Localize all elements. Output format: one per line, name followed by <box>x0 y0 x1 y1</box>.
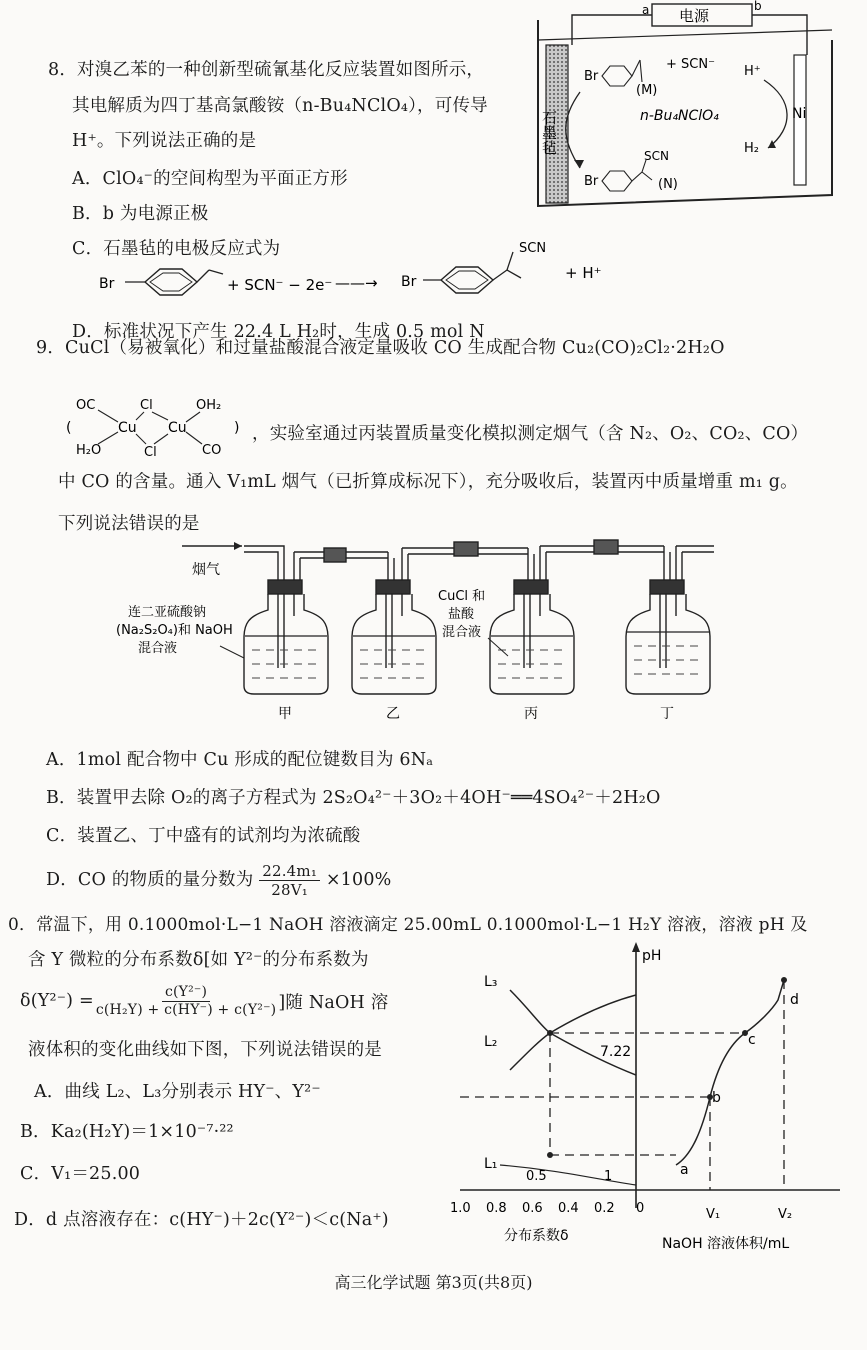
q9-option-d-prefix: D．CO 的物质的量分数为 <box>46 870 254 890</box>
h-plus-label: H⁺ <box>744 64 761 79</box>
reagent-bing-line1: CuCl 和 <box>438 589 486 604</box>
complex-cu1: Cu <box>118 420 137 436</box>
tick-1-0: 1.0 <box>450 1201 471 1216</box>
q10-option-d: D．d 点溶液存在：c(HY⁻)＋2c(Y²⁻)＜c(Na⁺) <box>14 1210 389 1230</box>
complex-co: CO <box>202 443 222 458</box>
complex-oc: OC <box>76 398 96 413</box>
q9-stem-line2: ，实验室通过丙装置质量变化模拟测定烟气（含 N₂、O₂、CO₂、CO） <box>252 424 809 444</box>
bottle-jia-label: 甲 <box>278 706 292 722</box>
q9-apparatus <box>108 528 728 728</box>
delta-fraction <box>96 984 277 1019</box>
q8-option-b: B．b 为电源正极 <box>72 204 209 224</box>
point-b: b <box>712 1090 721 1106</box>
q10-stem-line1: 0．常温下，用 0.1000mol·L−1 NaOH 溶液滴定 25.00mL 0.1000mol·L−1 H₂Y 溶液，溶液 pH 及 <box>8 915 808 935</box>
q8-stem-line2: 其电解质为四丁基高氯酸铵（n-Bu₄NClO₄），可传导 <box>72 96 488 116</box>
tick-0-2: 0.2 <box>594 1201 615 1216</box>
eq-scn: SCN <box>519 241 547 256</box>
page-footer: 高三化学试题 第3页(共8页) <box>334 1273 533 1292</box>
complex-cl-top: Cl <box>140 398 153 413</box>
reagent-jia-line1: 连二亚硫酸钠 <box>128 605 207 620</box>
q10-stem-line4: 液体积的变化曲线如下图，下列说法错误的是 <box>28 1040 382 1060</box>
tick-v2: V₂ <box>778 1207 793 1222</box>
eq-reactant-text: + SCN⁻ − 2e⁻ <box>227 276 333 294</box>
q10-titration-graph <box>440 940 860 1265</box>
reactant-benzene-icon <box>125 269 223 295</box>
x-label-naoh: NaOH 溶液体积/mL <box>662 1236 790 1252</box>
complex-cu2: Cu <box>168 420 187 436</box>
complex-cl-bot: Cl <box>144 445 157 460</box>
tick-0: 0 <box>636 1201 645 1216</box>
q10-option-c: C．V₁＝25.00 <box>20 1164 141 1184</box>
terminal-a: a <box>642 3 650 17</box>
bottle-yi-label: 乙 <box>386 706 400 722</box>
q9-option-d <box>46 862 392 899</box>
q10-delta-formula <box>20 984 388 1019</box>
complex-h2o: H₂O <box>76 443 102 458</box>
ph-axis-label: pH <box>642 948 662 964</box>
q8-option-c: C．石墨毡的电极反应式为 <box>72 239 281 259</box>
reagent-jia-line2: (Na₂S₂O₄)和 NaOH <box>116 623 233 638</box>
m-br: Br <box>584 69 599 84</box>
delta-1: 1 <box>604 1169 613 1184</box>
label-l3: L₃ <box>484 974 498 990</box>
right-cycle-arrow <box>764 80 787 148</box>
q9-stem-line1: 9．CuCl（易被氧化）和过量盐酸混合液定量吸收 CO 生成配合物 Cu₂(CO)₂Cl₂·2H₂O <box>36 338 725 358</box>
graphite-label: 石墨毡 <box>540 110 558 155</box>
q10-option-b: B．Ka₂(H₂Y)＝1×10⁻⁷·²² <box>20 1122 234 1142</box>
q9-option-b: B．装置甲去除 O₂的离子方程式为 2S₂O₄²⁻＋3O₂＋4OH⁻══4SO₄²⁻＋2H₂O <box>46 788 661 808</box>
q8-stem-line1: 8．对溴乙苯的一种创新型硫氰基化反应装置如图所示， <box>48 60 485 80</box>
q9-stem-line4: 下列说法错误的是 <box>58 514 200 534</box>
q8-option-a: A．ClO₄⁻的空间构型为平面正方形 <box>72 169 348 189</box>
eq-arrow: ——→ <box>335 274 378 292</box>
delta-tail: ]随 NaOH 溶 <box>278 992 389 1013</box>
product-benzene-icon <box>423 252 521 293</box>
point-d: d <box>790 992 799 1008</box>
q9-option-d-suffix: ×100% <box>325 870 392 890</box>
q9-option-d-fraction <box>259 862 320 899</box>
q9-complex-structure <box>62 392 252 462</box>
ni-label: Ni <box>792 106 807 122</box>
q8-stem-line3: H⁺。下列说法正确的是 <box>72 131 257 151</box>
bottle-bing-label: 丙 <box>524 706 538 722</box>
eq-product-h: + H⁺ <box>565 264 602 282</box>
tick-0-6: 0.6 <box>522 1201 543 1216</box>
label-l2: L₂ <box>484 1034 498 1050</box>
tick-v1: V₁ <box>706 1207 721 1222</box>
q9-stem-line3: 中 CO 的含量。通入 V₁mL 烟气（已折算成标况下），充分吸收后，装置丙中质量增重 m₁ g。 <box>58 472 798 492</box>
label-l1: L₁ <box>484 1156 498 1172</box>
m-label: (M) <box>636 83 658 98</box>
delta-lhs: δ(Y²⁻) = <box>20 991 94 1012</box>
delta-num: c(Y²⁻) <box>162 984 210 1002</box>
q9-frac-den: 28V₁ <box>271 881 308 899</box>
q9-option-c: C．装置乙、丁中盛有的试剂均为浓硫酸 <box>46 826 361 846</box>
reagent-jia-line3: 混合液 <box>138 641 178 656</box>
titration-curve <box>676 980 784 1165</box>
point-c: c <box>748 1032 756 1048</box>
bottle-ding-label: 丁 <box>660 706 674 722</box>
point-a: a <box>680 1162 689 1178</box>
q10-option-a: A．曲线 L₂、L₃分别表示 HY⁻、Y²⁻ <box>34 1082 321 1102</box>
complex-lparen: ( <box>66 420 72 436</box>
q10-stem-line2: 含 Y 微粒的分布系数δ[如 Y²⁻的分布系数为 <box>28 950 369 970</box>
gas-label: 烟气 <box>192 562 220 578</box>
q8-electrolysis-device <box>532 0 857 215</box>
q9-option-a: A．1mol 配合物中 Cu 形成的配位键数目为 6Nₐ <box>46 750 434 770</box>
tick-0-8: 0.8 <box>486 1201 507 1216</box>
tick-0-4: 0.4 <box>558 1201 579 1216</box>
complex-oh2: OH₂ <box>196 398 222 413</box>
n-scn: SCN <box>644 149 669 163</box>
reagent-bing-line2: 盐酸 <box>448 607 475 622</box>
power-label: 电源 <box>679 7 710 25</box>
delta-den: c(H₂Y) + c(HY⁻) + c(Y²⁻) <box>95 1001 277 1018</box>
terminal-b: b <box>754 0 762 13</box>
eq-br-right: Br <box>401 274 417 290</box>
delta-05: 0.5 <box>526 1169 547 1184</box>
reagent-bing-line3: 混合液 <box>442 625 482 640</box>
q8-electrode-equation <box>85 238 645 318</box>
complex-rparen: ) <box>234 420 240 436</box>
x-label-delta: 分布系数δ <box>504 1228 569 1244</box>
m-plus-scn: + SCN⁻ <box>666 57 715 72</box>
value-722: 7.22 <box>600 1044 632 1060</box>
n-label: (N) <box>658 177 678 192</box>
n-br: Br <box>584 174 599 189</box>
h2-label: H₂ <box>744 141 759 156</box>
point-d-dot <box>781 977 787 983</box>
electrolyte-label: n-Bu₄NClO₄ <box>640 108 719 124</box>
eq-br-left: Br <box>99 276 115 292</box>
curve-l1 <box>500 1165 636 1185</box>
q9-frac-num: 22.4m₁ <box>259 862 320 881</box>
q8-option-d: D．标准状况下产生 22.4 L H₂时，生成 0.5 mol N <box>72 322 485 342</box>
